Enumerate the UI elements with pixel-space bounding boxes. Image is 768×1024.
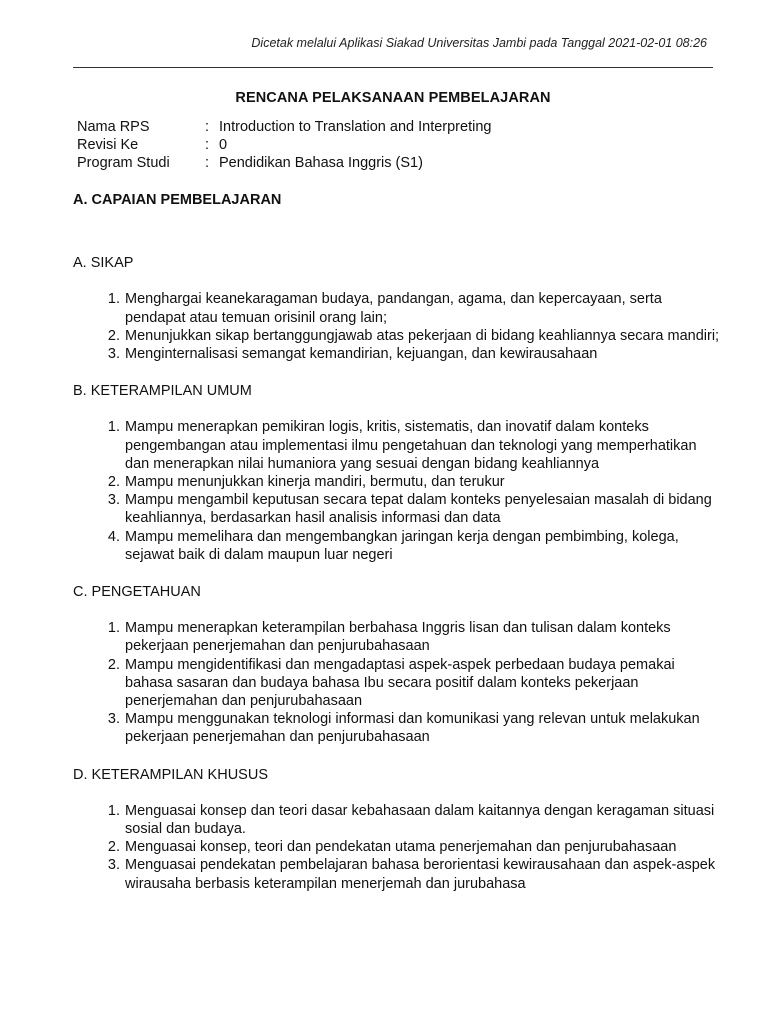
list-item: 3. Mampu menggunakan teknologi informasi dan komunikasi yang relevan untuk melakukan pekerjaan penerjemahan dan penjurubahasaan (124, 710, 723, 746)
list-item: 3. Mampu mengambil keputusan secara tepat dalam konteks penyelesaian masalah di bidang keahliannya, berdasarkan hasil analisis informasi dan data (124, 491, 723, 527)
list-item: 1. Menguasai konsep dan teori dasar kebahasaan dalam kaitannya dengan keragaman situasi sosial dan budaya. (124, 802, 723, 838)
sikap-list (73, 290, 723, 363)
keterampilan-umum-list (73, 418, 723, 564)
list-item: 2. Menguasai konsep, teori dan pendekatan utama penerjemahan dan penjurubahasaan (124, 838, 723, 856)
list-item: 3. Menguasai pendekatan pembelajaran bahasa berorientasi kewirausahaan dan aspek-aspek wirausaha berbasis keterampilan menerjemah dan jurubahasa (124, 856, 723, 892)
meta-colon: : (205, 137, 210, 153)
meta-row-revisi (77, 136, 491, 154)
list-item: 2. Mampu mengidentifikasi dan mengadaptasi aspek-aspek perbedaan budaya pemakai bahasa sasaran dan budaya bahasa Ibu secara positif dalam konteks pekerjaan penerjemahan dan penjurubahasaan (124, 656, 723, 711)
subsection-heading-keterampilan-umum: B. KETERAMPILAN UMUM (73, 383, 252, 400)
meta-row-program-studi (77, 154, 491, 172)
pengetahuan-list (73, 619, 723, 746)
rps-meta-table (77, 118, 491, 172)
subsection-heading-keterampilan-khusus: D. KETERAMPILAN KHUSUS (73, 766, 268, 783)
list-item: 1. Menghargai keanekaragaman budaya, pandangan, agama, dan kepercayaan, serta pendapat atau temuan orisinil orang lain; (124, 290, 723, 326)
meta-label: Nama RPS (77, 119, 150, 135)
list-item: 2. Menunjukkan sikap bertanggungjawab atas pekerjaan di bidang keahliannya secara mandiri; (124, 327, 723, 345)
list-item: 4. Mampu memelihara dan mengembangkan jaringan kerja dengan pembimbing, kolega, sejawat baik di dalam maupun luar negeri (124, 528, 723, 564)
meta-label: Program Studi (77, 155, 170, 171)
print-note: Dicetak melalui Aplikasi Siakad Universitas Jambi pada Tanggal 2021-02-01 08:26 (251, 36, 707, 50)
subsection-heading-sikap: A. SIKAP (73, 255, 134, 272)
list-item: 1. Mampu menerapkan pemikiran logis, kritis, sistematis, dan inovatif dalam konteks pengembangan atau implementasi ilmu pengetahuan dan teknologi yang memperhatikan dan menerapkan nilai humaniora yang sesuai dengan bidang keahliannya (124, 418, 723, 473)
list-item: 2. Mampu menunjukkan kinerja mandiri, bermutu, dan terukur (124, 473, 723, 491)
meta-colon: : (205, 119, 210, 135)
document-body (73, 191, 723, 912)
meta-colon: : (205, 155, 210, 171)
list-item: 3. Menginternalisasi semangat kemandirian, kejuangan, dan kewirausahaan (124, 345, 723, 363)
meta-value: 0 (219, 137, 228, 153)
meta-value: Pendidikan Bahasa Inggris (S1) (219, 155, 423, 171)
header-divider (73, 67, 713, 68)
meta-label: Revisi Ke (77, 137, 139, 153)
document-title: RENCANA PELAKSANAAN PEMBELAJARAN (235, 90, 551, 106)
meta-row-nama-rps (77, 118, 491, 136)
subsection-heading-pengetahuan: C. PENGETAHUAN (73, 584, 201, 601)
section-heading-capaian: A. CAPAIAN PEMBELAJARAN (73, 192, 282, 208)
keterampilan-khusus-list (73, 802, 723, 893)
list-item: 1. Mampu menerapkan keterampilan berbahasa Inggris lisan dan tulisan dalam konteks pekerjaan penerjemahan dan penjurubahasaan (124, 619, 723, 655)
meta-value: Introduction to Translation and Interpreting (219, 119, 492, 135)
